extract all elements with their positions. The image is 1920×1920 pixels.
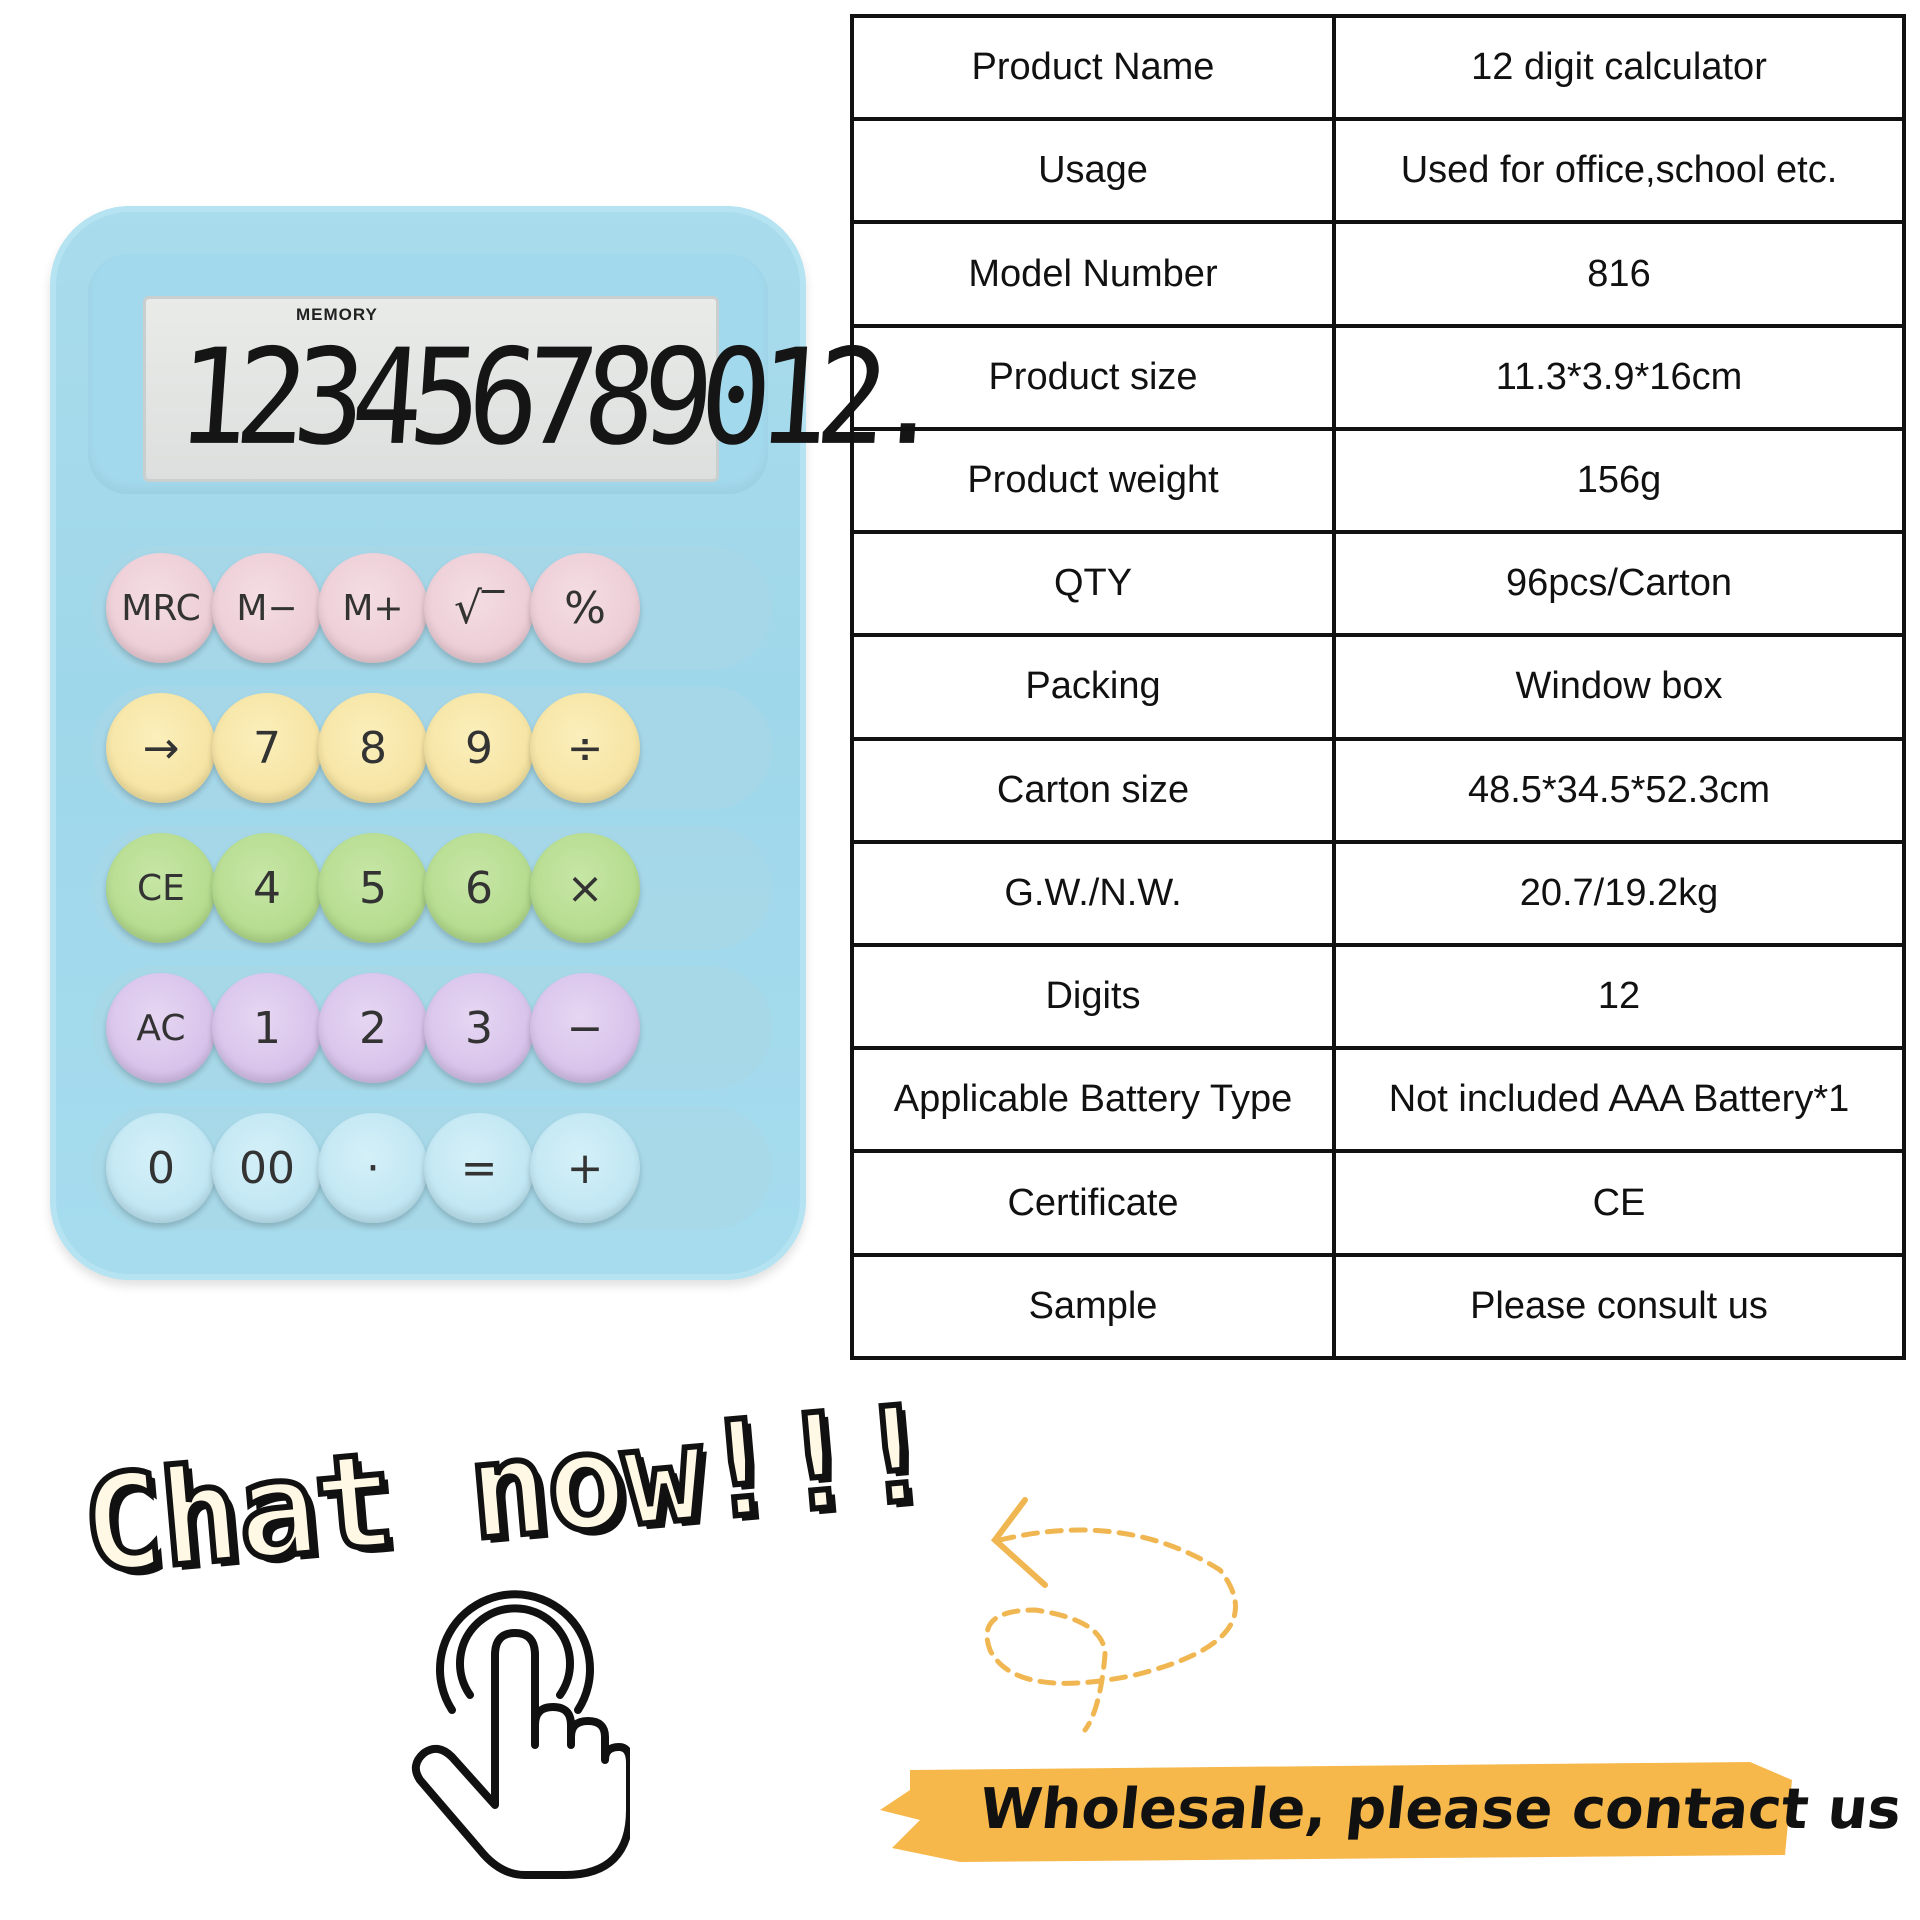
spec-value: 156g (1334, 429, 1904, 532)
calc-key[interactable]: − (530, 973, 640, 1083)
calc-key[interactable]: √‾ (424, 553, 534, 663)
calc-key[interactable]: 00 (212, 1113, 322, 1223)
calc-key[interactable]: CE (106, 833, 216, 943)
spec-row (852, 635, 1904, 738)
spec-value: Not included AAA Battery*1 (1334, 1048, 1904, 1151)
spec-label: Digits (852, 945, 1334, 1048)
calc-key[interactable]: 5 (318, 833, 428, 943)
calc-key[interactable]: = (424, 1113, 534, 1223)
keypad (92, 546, 772, 1246)
spec-value: Used for office,school etc. (1334, 119, 1904, 222)
spec-row (852, 119, 1904, 222)
calc-key[interactable]: 0 (106, 1113, 216, 1223)
spec-value: 816 (1334, 222, 1904, 325)
wholesale-banner[interactable] (880, 1750, 1905, 1870)
spec-label: Carton size (852, 739, 1334, 842)
calc-key[interactable]: × (530, 833, 640, 943)
spec-row (852, 16, 1904, 119)
spec-value: 11.3*3.9*16cm (1334, 326, 1904, 429)
calc-key[interactable]: 9 (424, 693, 534, 803)
spec-label: Applicable Battery Type (852, 1048, 1334, 1151)
spec-value: Please consult us (1334, 1255, 1904, 1358)
spec-label: Sample (852, 1255, 1334, 1358)
calc-key[interactable]: 4 (212, 833, 322, 943)
calc-key[interactable]: 8 (318, 693, 428, 803)
spec-label: G.W./N.W. (852, 842, 1334, 945)
spec-row (852, 739, 1904, 842)
calc-key[interactable]: M− (212, 553, 322, 663)
spec-row (852, 1048, 1904, 1151)
spec-row (852, 842, 1904, 945)
spec-value: CE (1334, 1151, 1904, 1254)
calc-key[interactable]: AC (106, 973, 216, 1083)
spec-row (852, 429, 1904, 532)
spec-table (850, 14, 1906, 1360)
spec-label: Product Name (852, 16, 1334, 119)
calc-key[interactable]: · (318, 1113, 428, 1223)
spec-value: 48.5*34.5*52.3cm (1334, 739, 1904, 842)
calc-key[interactable]: 6 (424, 833, 534, 943)
spec-label: Model Number (852, 222, 1334, 325)
spec-label: Packing (852, 635, 1334, 738)
spec-label: Usage (852, 119, 1334, 222)
spec-label: Product weight (852, 429, 1334, 532)
spec-label: Certificate (852, 1151, 1334, 1254)
spec-row (852, 1151, 1904, 1254)
spec-label: Product size (852, 326, 1334, 429)
spec-row (852, 945, 1904, 1048)
calc-key[interactable]: M+ (318, 553, 428, 663)
calc-key[interactable]: 7 (212, 693, 322, 803)
spec-label: QTY (852, 532, 1334, 635)
spec-value: Window box (1334, 635, 1904, 738)
memory-label: MEMORY (296, 305, 378, 324)
spec-row (852, 326, 1904, 429)
pointing-hand-icon (400, 1575, 630, 1885)
spec-value: 96pcs/Carton (1334, 532, 1904, 635)
calculator-image (50, 206, 938, 1280)
spec-value: 12 (1334, 945, 1904, 1048)
wholesale-text: Wholesale, please contact us (976, 1777, 1905, 1842)
calc-key[interactable]: 2 (318, 973, 428, 1083)
lcd-display (143, 296, 938, 482)
spec-row (852, 532, 1904, 635)
calc-key[interactable]: % (530, 553, 640, 663)
spec-row (852, 222, 1904, 325)
spec-row (852, 1255, 1904, 1358)
calc-key[interactable]: 1 (212, 973, 322, 1083)
chat-now-text: Chat now!!! (76, 1376, 939, 1604)
calc-key[interactable]: 3 (424, 973, 534, 1083)
spec-value: 20.7/19.2kg (1334, 842, 1904, 945)
calc-key[interactable]: + (530, 1113, 640, 1223)
dashed-arrow-icon (975, 1490, 1295, 1740)
calc-key[interactable]: MRC (106, 553, 216, 663)
calc-key[interactable]: ÷ (530, 693, 640, 803)
spec-value: 12 digit calculator (1334, 16, 1904, 119)
calc-key[interactable]: → (106, 693, 216, 803)
display-digits: 123456789012. (172, 319, 938, 475)
